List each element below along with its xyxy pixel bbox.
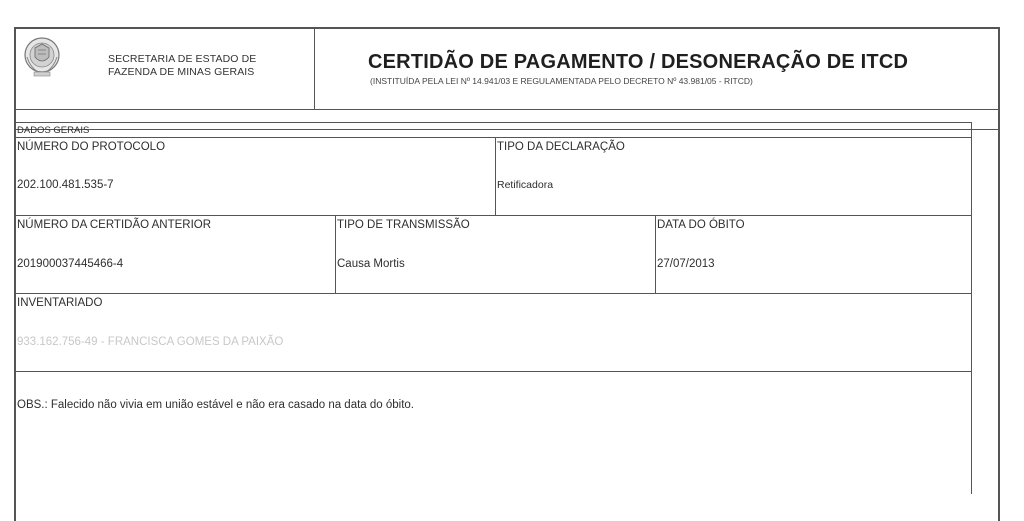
inventariado-value: 933.162.756-49 - FRANCISCA GOMES DA PAIXÃO xyxy=(17,336,284,348)
divider-line xyxy=(335,215,336,293)
tipo-declaracao-value: Retificadora xyxy=(497,179,554,191)
divider-line xyxy=(15,293,971,294)
numero-certidao-anterior-label: NÚMERO DA CERTIDÃO ANTERIOR xyxy=(17,219,212,231)
data-obito-value: 27/07/2013 xyxy=(657,258,715,270)
divider-line xyxy=(495,137,496,215)
divider-line xyxy=(655,215,656,293)
numero-protocolo-label: NÚMERO DO PROTOCOLO xyxy=(17,141,166,153)
tipo-declaracao-label: TIPO DA DECLARAÇÃO xyxy=(497,141,625,153)
header-issuer-cell xyxy=(16,29,315,109)
section-label: DADOS GERAIS xyxy=(17,125,90,136)
document-title: CERTIDÃO DE PAGAMENTO / DESONERAÇÃO DE ITCD xyxy=(368,51,909,73)
data-obito-label: DATA DO ÓBITO xyxy=(657,219,745,231)
issuer-name xyxy=(108,53,256,79)
numero-protocolo-value: 202.100.481.535-7 xyxy=(17,179,114,191)
document-subtitle: (INSTITUÍDA PELA LEI Nº 14.941/03 E REGULAMENTADA PELO DECRETO Nº 43.981/05 - RITCD) xyxy=(370,76,753,86)
tipo-transmissao-value: Causa Mortis xyxy=(337,258,405,270)
inventariado-label: INVENTARIADO xyxy=(17,297,103,309)
divider-line xyxy=(15,215,971,216)
observacao-text: OBS.: Falecido não vivia em união estável e não era casado na data do óbito. xyxy=(17,399,415,411)
issuer-line-2: FAZENDA DE MINAS GERAIS xyxy=(108,66,255,78)
coat-of-arms-icon xyxy=(22,35,62,79)
numero-certidao-anterior-value: 201900037445466-4 xyxy=(17,258,124,270)
divider-line xyxy=(15,137,971,138)
issuer-line-1: SECRETARIA DE ESTADO DE xyxy=(108,53,257,65)
tipo-transmissao-label: TIPO DE TRANSMISSÃO xyxy=(337,219,470,231)
dados-gerais-section xyxy=(14,122,972,494)
document-header xyxy=(16,29,998,110)
divider-line xyxy=(15,371,971,372)
